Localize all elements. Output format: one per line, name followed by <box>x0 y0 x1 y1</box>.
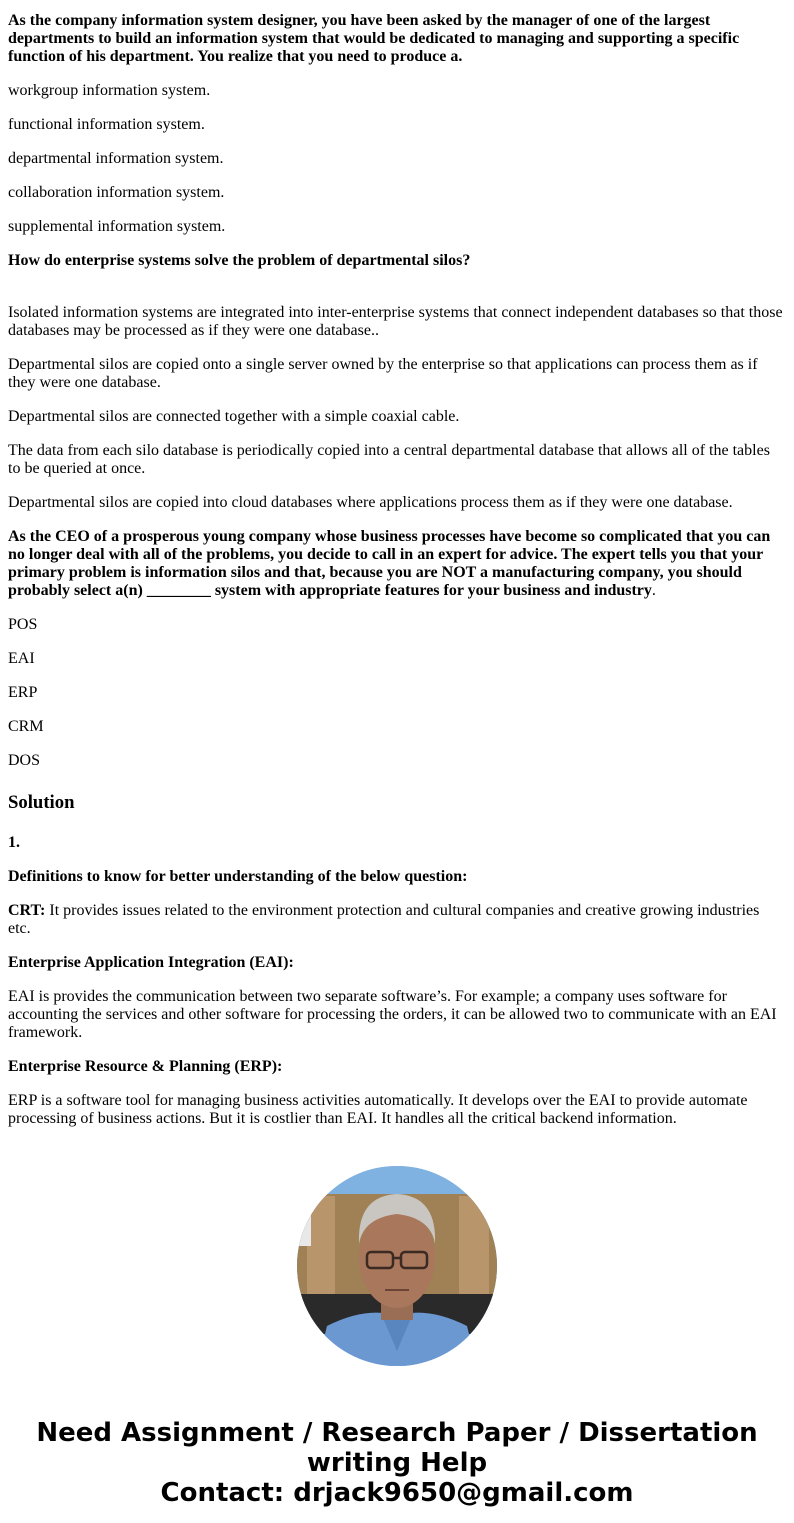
question-2-option-3: Departmental silos are connected together with a simple coaxial cable. <box>8 408 460 425</box>
question-3-option-3: ERP <box>8 684 38 701</box>
question-2-option-5: Departmental silos are copied into cloud databases where applications process them as if they were one database. <box>8 494 733 511</box>
question-2-option-2: Departmental silos are copied onto a single server owned by the enterprise so that applications can process them as if they were one database. <box>8 356 758 391</box>
promo-line-1: Need Assignment / Research Paper / Dissertation writing Help <box>36 1418 758 1478</box>
promo-contact: Contact: drjack9650@gmail.com <box>160 1478 634 1508</box>
question-3-option-5: DOS <box>8 752 41 769</box>
portrait-icon <box>297 1166 497 1366</box>
question-2-prompt: How do enterprise systems solve the problem of departmental silos? <box>8 252 471 269</box>
avatar-container <box>0 1166 794 1366</box>
promo-banner <box>0 1418 794 1508</box>
question-3-prompt-wrap <box>8 528 786 600</box>
erp-text: ERP is a software tool for managing business activities automatically. It develops over the EAI to provide automate processing of business actions. But it is costlier than EAI. It handles all the critical backend information. <box>8 1092 748 1127</box>
question-1-option-2: functional information system. <box>8 116 205 133</box>
question-3-option-1: POS <box>8 616 38 633</box>
question-3-option-4: CRM <box>8 718 44 735</box>
eai-heading: Enterprise Application Integration (EAI): <box>8 954 294 971</box>
question-3-option-2: EAI <box>8 650 35 667</box>
author-avatar <box>297 1166 497 1366</box>
question-2-option-4: The data from each silo database is periodically copied into a central departmental database that allows all of the tables to be queried at once. <box>8 442 770 477</box>
question-1-option-3: departmental information system. <box>8 150 224 167</box>
solution-number: 1. <box>8 834 20 851</box>
question-1-prompt: As the company information system designer, you have been asked by the manager of one of the largest departments to build an information system that would be dedicated to managing and supporting a specific function of his department. You realize that you need to produce a. <box>8 12 740 65</box>
crt-term: CRT: <box>8 902 46 919</box>
eai-text: EAI is provides the communication between two separate software’s. For example; a company uses software for accounting the services and other software for processing the orders, it can be allowed two to communicate with an EAI framework. <box>8 988 777 1041</box>
question-3-prompt: As the CEO of a prosperous young company whose business processes have become so complicated that you can no longer deal with all of the problems, you decide to call in an expert for advice. The expert tells you that your primary problem is information silos and that, because you are NOT a manufacturing company, you should probably select a(n) ________ system with appropriate features for your business and industry <box>8 528 771 599</box>
question-3-prompt-suffix: . <box>651 582 656 599</box>
spacer <box>8 286 786 304</box>
crt-definition <box>8 902 786 938</box>
solution-heading: Solution <box>8 792 75 813</box>
question-2-option-1: Isolated information systems are integrated into inter-enterprise systems that connect independent databases so that those databases may be processed as if they were one database.. <box>8 304 783 339</box>
crt-text: It provides issues related to the environment protection and cultural companies and creative growing industries etc. <box>8 902 760 937</box>
question-1-option-1: workgroup information system. <box>8 82 211 99</box>
question-1-option-4: collaboration information system. <box>8 184 225 201</box>
question-1-option-5: supplemental information system. <box>8 218 226 235</box>
erp-heading: Enterprise Resource & Planning (ERP): <box>8 1058 283 1075</box>
definitions-heading: Definitions to know for better understanding of the below question: <box>8 868 468 885</box>
